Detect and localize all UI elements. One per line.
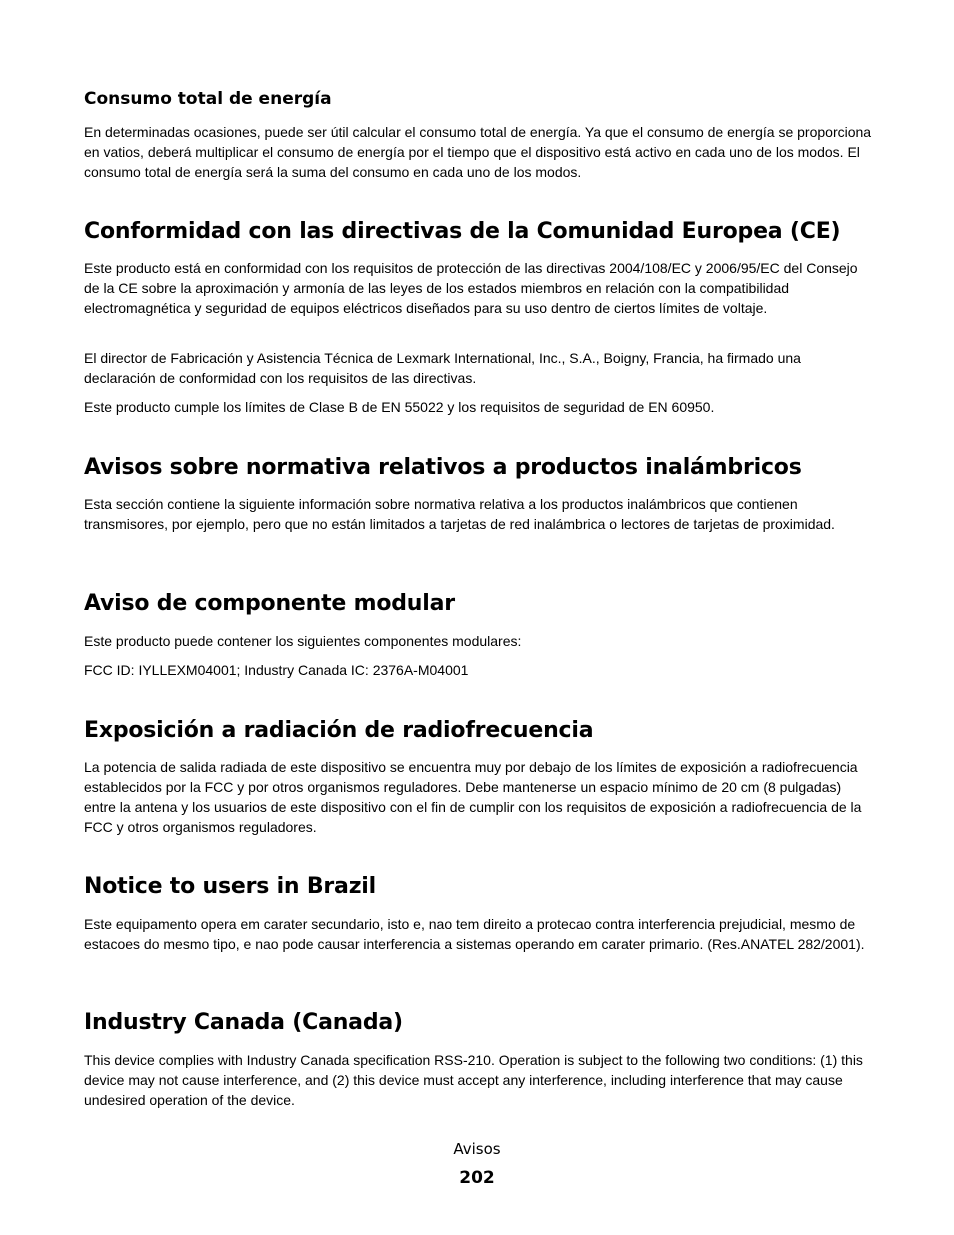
paragraph-canada-1: This device complies with Industry Canada specification RSS-210. Operation is subject to the following two conditions: (1) this device may not cause interference, and (2) this device must accept any interference, including interference that may cause undesired operation of the device. bbox=[84, 1052, 863, 1108]
section-heading-componente-modular: Aviso de componente modular bbox=[84, 591, 455, 616]
paragraph-brazil-1: Este equipamento opera em carater secundario, isto e, nao tem direito a protecao contra interferencia prejudicial, mesmo de estacoes do mesmo tipo, e nao pode causar interferencia a sistemas operando em carater primario. (Res.ANATEL 282/2001). bbox=[84, 916, 865, 952]
paragraph-conformidad-3: Este producto cumple los límites de Clase B de EN 55022 y los requisitos de seguridad de EN 60950. bbox=[84, 399, 715, 415]
paragraph-consumo-1: En determinadas ocasiones, puede ser útil calcular el consumo total de energía. Ya que el consumo de energía se proporciona en vatios, deberá multiplicar el consumo de energía por el tiempo que el dispositivo está activo en cada uno de los modos. El consumo total de energía será la suma del consumo en cada uno de los modos. bbox=[84, 124, 872, 180]
section-heading-canada: Industry Canada (Canada) bbox=[84, 1010, 403, 1035]
section-heading-avisos-inalambricos: Avisos sobre normativa relativos a productos inalámbricos bbox=[84, 455, 802, 480]
section-heading-brazil: Notice to users in Brazil bbox=[84, 874, 376, 899]
paragraph-componente-modular-2: FCC ID: IYLLEXM04001; Industry Canada IC: 2376A-M04001 bbox=[84, 662, 469, 678]
paragraph-conformidad-1: Este producto está en conformidad con los requisitos de protección de las directivas 2004/108/EC y 2006/95/EC del Consejo de la CE sobre la aproximación y armonía de las leyes de los estados miembros en relación con la compatibilidad electromagnética y seguridad de equipos eléctricos diseñados para su uso dentro de ciertos límites de voltaje. bbox=[84, 260, 858, 316]
paragraph-conformidad-2: El director de Fabricación y Asistencia Técnica de Lexmark International, Inc., S.A., Boigny, Francia, ha firmado una declaración de conformidad con los requisitos de las directivas. bbox=[84, 350, 801, 386]
paragraph-componente-modular-1: Este producto puede contener los siguientes componentes modulares: bbox=[84, 633, 522, 649]
section-heading-radiacion: Exposición a radiación de radiofrecuencia bbox=[84, 718, 594, 743]
page-number: 202 bbox=[459, 1168, 495, 1188]
footer-section-label: Avisos bbox=[453, 1140, 501, 1158]
paragraph-radiacion-1: La potencia de salida radiada de este dispositivo se encuentra muy por debajo de los límites de exposición a radiofrecuencia establecidos por la FCC y por otros organismos reguladores. Debe mantenerse un espacio mínimo de 20 cm (8 pulgadas) entre la antena y los usuarios de este dispositivo con el fin de cumplir con los requisitos de exposición a radiofrecuencia de la FCC y otros organismos reguladores. bbox=[84, 759, 862, 835]
section-heading-consumo: Consumo total de energía bbox=[84, 89, 332, 109]
section-heading-conformidad: Conformidad con las directivas de la Comunidad Europea (CE) bbox=[84, 219, 841, 244]
paragraph-avisos-inalambricos-1: Esta sección contiene la siguiente información sobre normativa relativa a los productos inalámbricos que contienen transmisores, por ejemplo, pero que no están limitados a tarjetas de red inalámbrica o lectores de tarjetas de proximidad. bbox=[84, 496, 835, 532]
